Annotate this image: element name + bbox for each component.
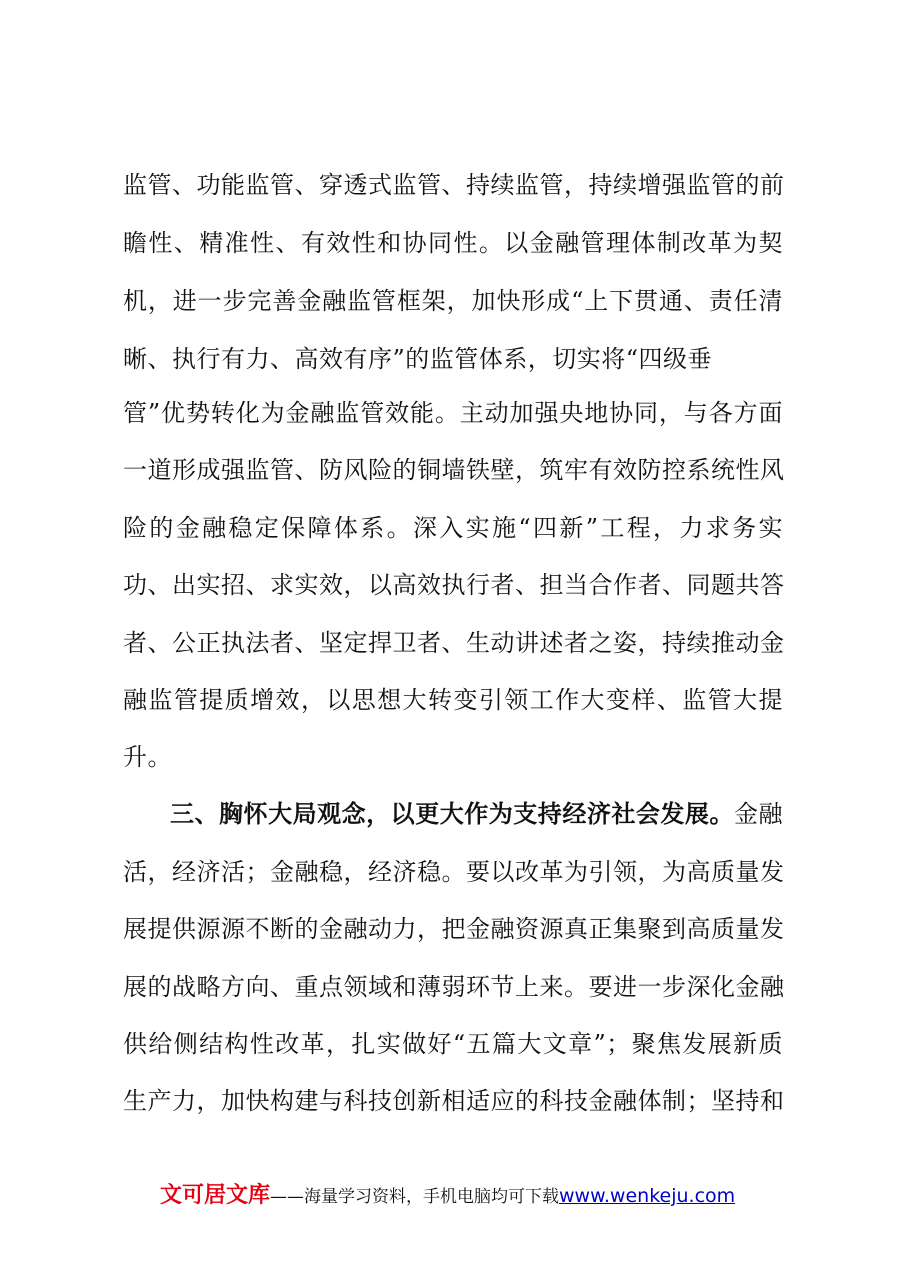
body-line: 瞻性、精准性、有效性和协同性。以金融管理体制改革为契 <box>123 229 783 257</box>
body-line: 者、公正执法者、坚定捍卫者、生动讲述者之姿，持续推动金 <box>123 629 785 657</box>
body-line: 供给侧结构性改革，扎实做好“五篇大文章”；聚焦发展新质 <box>123 1030 783 1058</box>
body-line: 融监管提质增效，以思想大转变引领工作大变样、监管大提 <box>123 686 783 714</box>
body-line: 展提供源源不断的金融动力，把金融资源真正集聚到高质量发 <box>123 915 785 943</box>
section-heading-continuation: 金融 <box>733 800 784 828</box>
footer-site-link[interactable]: www.wenkeju.com <box>559 1185 736 1207</box>
footer-banner <box>160 1181 735 1211</box>
body-line: 升。 <box>123 743 172 771</box>
body-line: 功、出实招、求实效，以高效执行者、担当合作者、同题共答 <box>123 571 785 599</box>
body-line: 监管、功能监管、穿透式监管、持续监管，持续增强监管的前 <box>123 171 785 199</box>
body-line: 险的金融稳定保障体系。深入实施“四新”工程，力求务实 <box>123 514 783 542</box>
body-line: 机，进一步完善金融监管框架，加快形成“上下贯通、责任清 <box>123 287 783 315</box>
section-heading-line <box>170 799 783 829</box>
body-line: 生产力，加快构建与科技创新相适应的科技金融体制；坚持和 <box>123 1087 785 1115</box>
body-line: 一道形成强监管、防风险的铜墙铁壁，筑牢有效防控系统性风 <box>123 456 785 484</box>
body-line: 活，经济活；金融稳，经济稳。要以改革为引领，为高质量发 <box>123 858 785 886</box>
body-line: 晰、执行有力、高效有序”的监管体系，切实将“四级垂 <box>123 345 713 373</box>
body-line: 管”优势转化为金融监管效能。主动加强央地协同，与各方面 <box>123 399 783 427</box>
footer-slogan: ——海量学习资料，手机电脑均可下载 <box>270 1187 560 1207</box>
footer-brand: 文可居文库 <box>160 1183 271 1208</box>
section-heading: 三、胸怀大局观念，以更大作为支持经济社会发展。 <box>170 800 734 828</box>
body-line: 展的战略方向、重点领域和薄弱环节上来。要进一步深化金融 <box>123 973 785 1001</box>
